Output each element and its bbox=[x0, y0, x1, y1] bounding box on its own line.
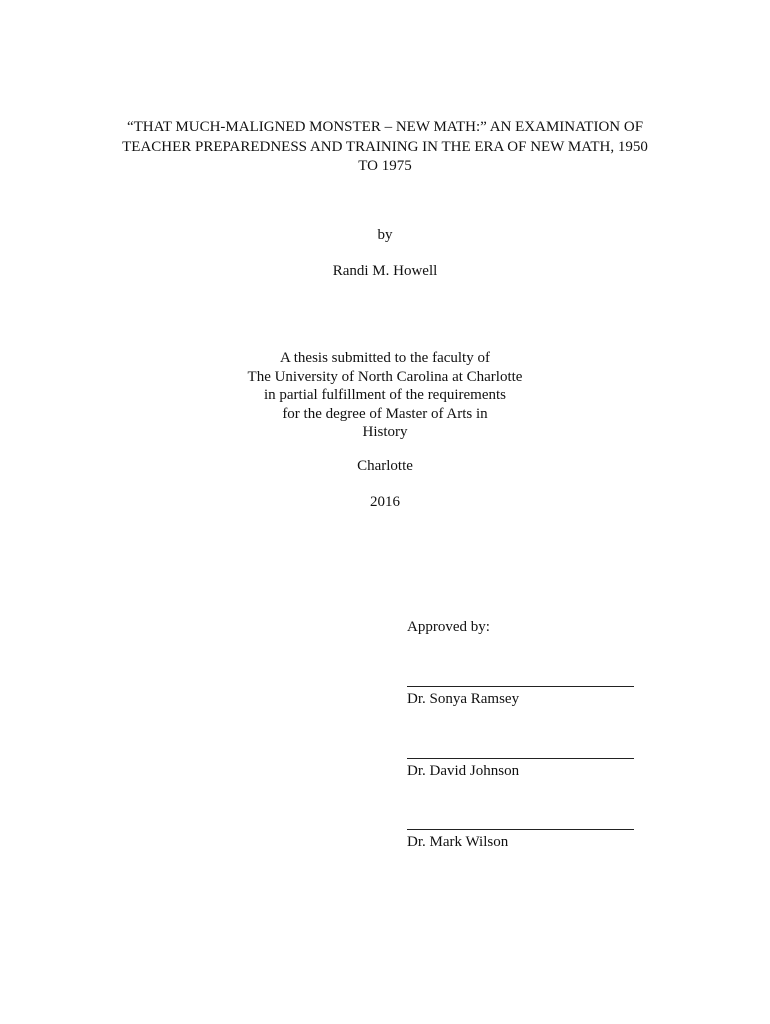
title-line-1: “THAT MUCH-MALIGNED MONSTER – NEW MATH:” AN EXAMINATION OF bbox=[126, 119, 644, 135]
thesis-line-4: for the degree of Master of Arts in bbox=[282, 405, 488, 422]
title-line-3: TO 1975 bbox=[358, 158, 412, 174]
author-name: Randi M. Howell bbox=[332, 263, 438, 279]
signatory-name: Dr. Mark Wilson bbox=[407, 834, 509, 850]
signature-line bbox=[407, 686, 634, 687]
year: 2016 bbox=[370, 494, 400, 510]
location: Charlotte bbox=[357, 458, 413, 474]
thesis-line-1: A thesis submitted to the faculty of bbox=[280, 350, 490, 366]
by-label: by bbox=[377, 227, 393, 243]
thesis-title bbox=[100, 118, 670, 177]
signature-line bbox=[407, 829, 634, 830]
signature-block-3 bbox=[407, 829, 634, 851]
signatory-name: Dr. Sonya Ramsey bbox=[407, 691, 520, 707]
thesis-line-2: The University of North Carolina at Charlotte bbox=[247, 368, 523, 385]
thesis-line-5: History bbox=[362, 424, 408, 440]
signatory-name: Dr. David Johnson bbox=[407, 763, 520, 779]
approved-by-label: Approved by: bbox=[407, 619, 490, 635]
signature-block-1 bbox=[407, 686, 634, 708]
signature-line bbox=[407, 758, 634, 759]
title-line-2: TEACHER PREPAREDNESS AND TRAINING IN THE ERA OF NEW MATH, 1950 bbox=[122, 138, 648, 155]
signature-block-2 bbox=[407, 758, 634, 780]
thesis-line-3: in partial fulfillment of the requirements bbox=[263, 387, 506, 403]
thesis-statement bbox=[0, 349, 770, 442]
